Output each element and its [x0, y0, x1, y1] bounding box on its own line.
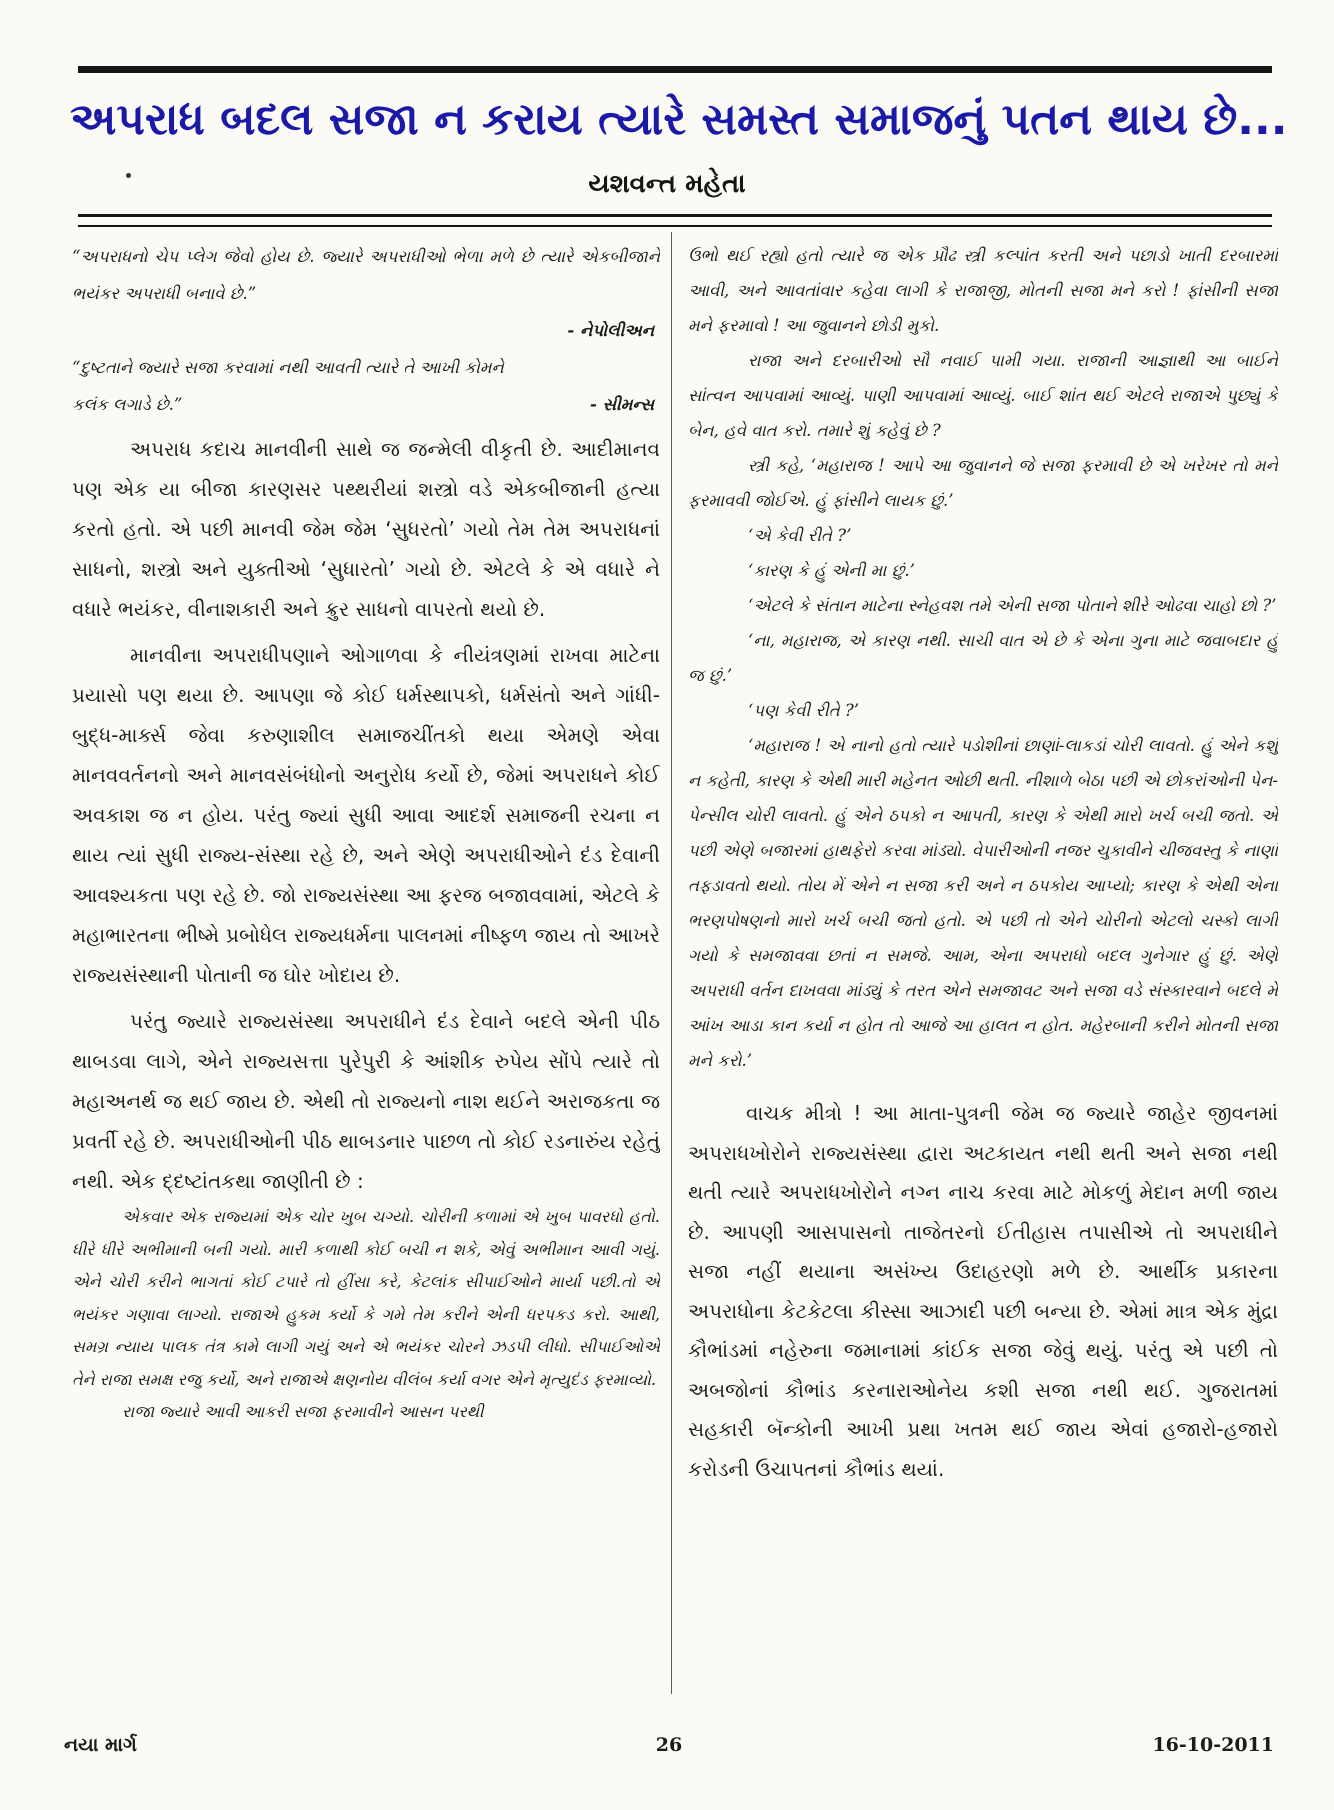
header-double-rule: [78, 214, 1272, 227]
dialogue-line-1: ‘એ કેવી રીતે ?’: [748, 526, 852, 545]
story-paragraph-4: રાજા અને દરબારીઓ સૌ નવાઈ પામી ગયા. રાજાની આજ્ઞાથી આ બાઈને સાંત્વન આપવામાં આવ્યું. પાણી આપવામાં આવ્યું. બાઈ શાંત થઈ એટલે રાજાએ પુછ્યું કે બેન, હવે વાત કરો. તમારે શું કહેવું છે ?: [688, 351, 1278, 440]
top-rule: [78, 66, 1272, 73]
story-paragraph-1: એકવાર એક રાજ્યમાં એક ચોર ખુબ ચગ્યો. ચોરીની કળામાં એ ખુબ પાવરધો હતો. ધીરે ધીરે અભીમાની બની ગયો. મારી કળાથી કોઈ બચી ન શકે, એવું અભીમાન આવી ગયું. એને ચોરી કરીને ભાગતાં કોઈ ટપારે તો હીંસા કરે, કેટલાંક સીપાઈઓને માર્યા પછી.તો એ ભયંકર ગણાવા લાગ્યો. રાજાએ હુકમ કર્યો કે ગમે તેમ કરીને એની ધરપકડ કરો. આથી, સમગ્ર ન્યાય પાલક તંત્ર કામે લાગી ગયું અને એ ભયંકર ચોરને ઝડપી લીધો. સીપાઈઓએ તેને રાજા સમક્ષ રજુ કર્યો, અને રાજાએ ક્ષણનોય વીલંબ કર્યા વગર એને મૃત્યુદંડ ફરમાવ્યો.: [72, 1207, 660, 1389]
epigraph-quote-2-end-row: [72, 386, 660, 423]
epigraph-quote-2-end: કલંક લગાડે છે.”: [72, 395, 183, 414]
story-paragraph-3: ઉભો થઈ રહ્યો હતો ત્યારે જ એક પ્રૌઢ સ્ત્રી કલ્પાંત કરતી અને પછાડો ખાતી દરબારમાં આવી, અને આવતાંવાર કહેવા લાગી કે રાજાજી, મોતની સજા મને કરો ! ફાંસીની સજા મને ફરમાવો ! આ જુવાનને છોડી મુકો.: [688, 246, 1278, 335]
paragraph-3: પરંતુ જ્યારે રાજ્યસંસ્થા અપરાધીને દંડ દેવાને બદલે એની પીઠ થાબડવા લાગે, એને રાજ્યસત્તા પુરેપુરી કે આંશીક રુપેય સોંપે ત્યારે તો મહાઅનર્થ જ થઈ જાય છે. એથી તો રાજ્યનો નાશ થઈને અરાજકતા જ પ્રવર્તી રહે છે. અપરાધીઓની પીઠ થાબડનાર પાછળ તો કોઈ રડનારુંય રહેતું નથી. એક દ્દષ્ટાંતકથા જાણીતી છે :: [72, 1009, 660, 1193]
epigraph-quote-2: “દુષ્ટતાને જ્યારે સજા કરવામાં નથી આવતી ત્યારે તે આખી કોમને: [72, 358, 504, 377]
page-number: 26: [655, 1734, 683, 1756]
epigraph-quote-1: “અપરાધનો ચેપ પ્લેગ જેવો હોય છે. જ્યારે અપરાધીઓ ભેળા મળે છે ત્યારે એકબીજાને ભયંકર અપરાધી બનાવે છે.”: [72, 247, 660, 303]
article-headline: અપરાધ બદલ સજા ન કરાય ત્યારે સમસ્ત સમાજનું પતન થાય છે...: [70, 94, 1288, 145]
story-paragraph-2: રાજા જ્યારે આવી આકરી સજા ફરમાવીને આસન પરથી: [122, 1402, 484, 1421]
paragraph-1: અપરાધ કદાચ માનવીની સાથે જ જન્મેલી વીકૃતી છે. આદીમાનવ પણ એક યા બીજા કારણસર પથ્થરીયાં શસ્ત્રો વડે એકબીજાની હત્યા કરતો હતો. એ પછી માનવી જેમ જેમ ‘સુધરતો’ ગયો તેમ તેમ અપરાધનાં સાધનો, શસ્ત્રો અને યુક્તીઓ ‘સુધારતો’ ગયો છે. એટલે કે એ વધારે ને વધારે ભયંકર, વીનાશકારી અને ક્રુર સાધનો વાપરતો થયો છે.: [72, 437, 660, 621]
magazine-name: નયા માર્ગ: [64, 1734, 137, 1756]
page-footer: [64, 1728, 1274, 1764]
dialogue-line-2: ‘કારણ કે હું એની મા છું.’: [748, 561, 915, 580]
story-paragraph-6: ‘મહારાજ ! એ નાનો હતો ત્યારે પડોશીનાં છાણાં-લાકડાં ચોરી લાવતો. હું એને કશું ન કહેતી, કારણ કે એથી મારી મહેનત ઓછી થતી. નીશાળે બેઠા પછી એ છોકરાંઓની પેન- પેન્સીલ ચોરી લાવતો. હું એને ઠપકો ન આપતી, કારણ કે એથી મારો ખર્ચ બચી જતો. એ પછી એણે બજારમાં હાથફેરો કરવા માંડ્યો. વેપારીઓની નજર ચુકાવીને ચીજવસ્તુ કે નાણાં તફડાવતો થયો. તોય મેં એને ન સજા કરી અને ન ઠપકોય આપ્યો; કારણ કે એથી એના ભરણપોષણનો મારો ખર્ચ બચી જતો હતો. એ પછી તો એને ચોરીનો એટલો ચસ્કો લાગી ગયો કે સમજાવવા છતાં ન સમજે. આમ, એના અપરાધો બદલ ગુનેગાર હું છું. એણે અપરાધી વર્તન દાખવવા માંડ્યું કે તરત એને સમજાવટ અને સજા વડે સંસ્કારવાને બદલે મેં આંખ આડા કાન કર્યા ન હોત તો આજે આ હાલત ન હોત. મહેરબાની કરીને મોતની સજા મને કરો.’: [688, 736, 1278, 1070]
paragraph-4: વાચક મીત્રો ! આ માતા-પુત્રની જેમ જ જ્યારે જાહેર જીવનમાં અપરાધખોરોને રાજ્યસંસ્થા દ્વારા અટકાયત નથી થતી અને સજા નથી થતી ત્યારે અપરાધખોરોને નગ્ન નાચ કરવા માટે મોકળું મેદાન મળી જાય છે. આપણી આસપાસનો તાજેતરનો ઈતીહાસ તપાસીએ તો અપરાધીને સજા નહીં થયાના અસંખ્ય ઉદાહરણો મળે છે. આર્થીક પ્રકારના અપરાધોના કેટકેટલા કીસ્સા આઝાદી પછી બન્યા છે. એમાં માત્ર એક મુંદ્રા કૌભાંડમાં નહેરુના જમાનામાં કાંઈક સજા જેવું થયું. પરંતુ એ પછી તો અબજોનાં કૌભાંડ કરનારાઓનેય કશી સજા નથી થઈ. ગુજરાતમાં સહકારી બૅન્કોની આખી પ્રથા ખતમ થઈ જાય એવાં હજારો-હજારો કરોડની ઉચાપતનાં કૌભાંડ થયાં.: [688, 1101, 1278, 1481]
issue-date: 16-10-2011: [1152, 1734, 1274, 1756]
dialogue-line-5: ‘પણ કેવી રીતે ?’: [748, 701, 860, 720]
column-divider: [671, 232, 672, 1694]
article-author: યશવન્ત મહેતા: [588, 169, 746, 199]
epigraph-attribution-2: - સીમન્સ: [590, 395, 654, 414]
right-column: [688, 238, 1278, 1693]
story-paragraph-5: સ્ત્રી કહે, ‘મહારાજ ! આપે આ જુવાનને જે સજા ફરમાવી છે એ ખરેખર તો મને ફરમાવવી જોઈએ. હું ફાંસીને લાયક છું.’: [688, 456, 1278, 510]
dialogue-line-3: ‘એટલે કે સંતાન માટેના સ્નેહવશ તમે એની સજા પોતાને શીરે ઓઢવા ચાહો છો ?’: [748, 596, 1277, 615]
paragraph-2: માનવીના અપરાધીપણાને ઓગાળવા કે નીયંત્રણમાં રાખવા માટેના પ્રયાસો પણ થયા છે. આપણા જે કોઈ ધર્મસ્થાપકો, ધર્મસંતો અને ગાંધી-બુદ્ધ-માર્ક્સ જેવા કરુણાશીલ સમાજચીંતકો થયા એમણે એવા માનવવર્તનનો અને માનવસંબંધોનો અનુરોધ કર્યો છે, જેમાં અપરાધને કોઈ અવકાશ જ ન હોય. પરંતુ જ્યાં સુધી આવા આદર્શ સમાજની રચના ન થાય ત્યાં સુધી રાજ્ય-સંસ્થા રહે છે, અને એણે અપરાધીઓને દંડ દેવાની આવશ્યકતા પણ રહે છે. જો રાજ્યસંસ્થા આ ફરજ બજાવવામાં, એટલે કે મહાભારતના ભીષ્મે પ્રબોધેલ રાજ્યધર્મના પાલનમાં નીષ્ફળ જાય તો આખરે રાજ્યસંસ્થાની પોતાની જ ઘોર ખોદાય છે.: [72, 643, 660, 987]
epigraph-attribution-1: - નેપોલીઅન: [567, 321, 654, 340]
left-column: [72, 238, 660, 1693]
dialogue-line-4: ‘ના, મહારાજ, એ કારણ નથી. સાચી વાત એ છે કે એના ગુના માટે જવાબદાર હું જ છું.’: [688, 631, 1278, 685]
